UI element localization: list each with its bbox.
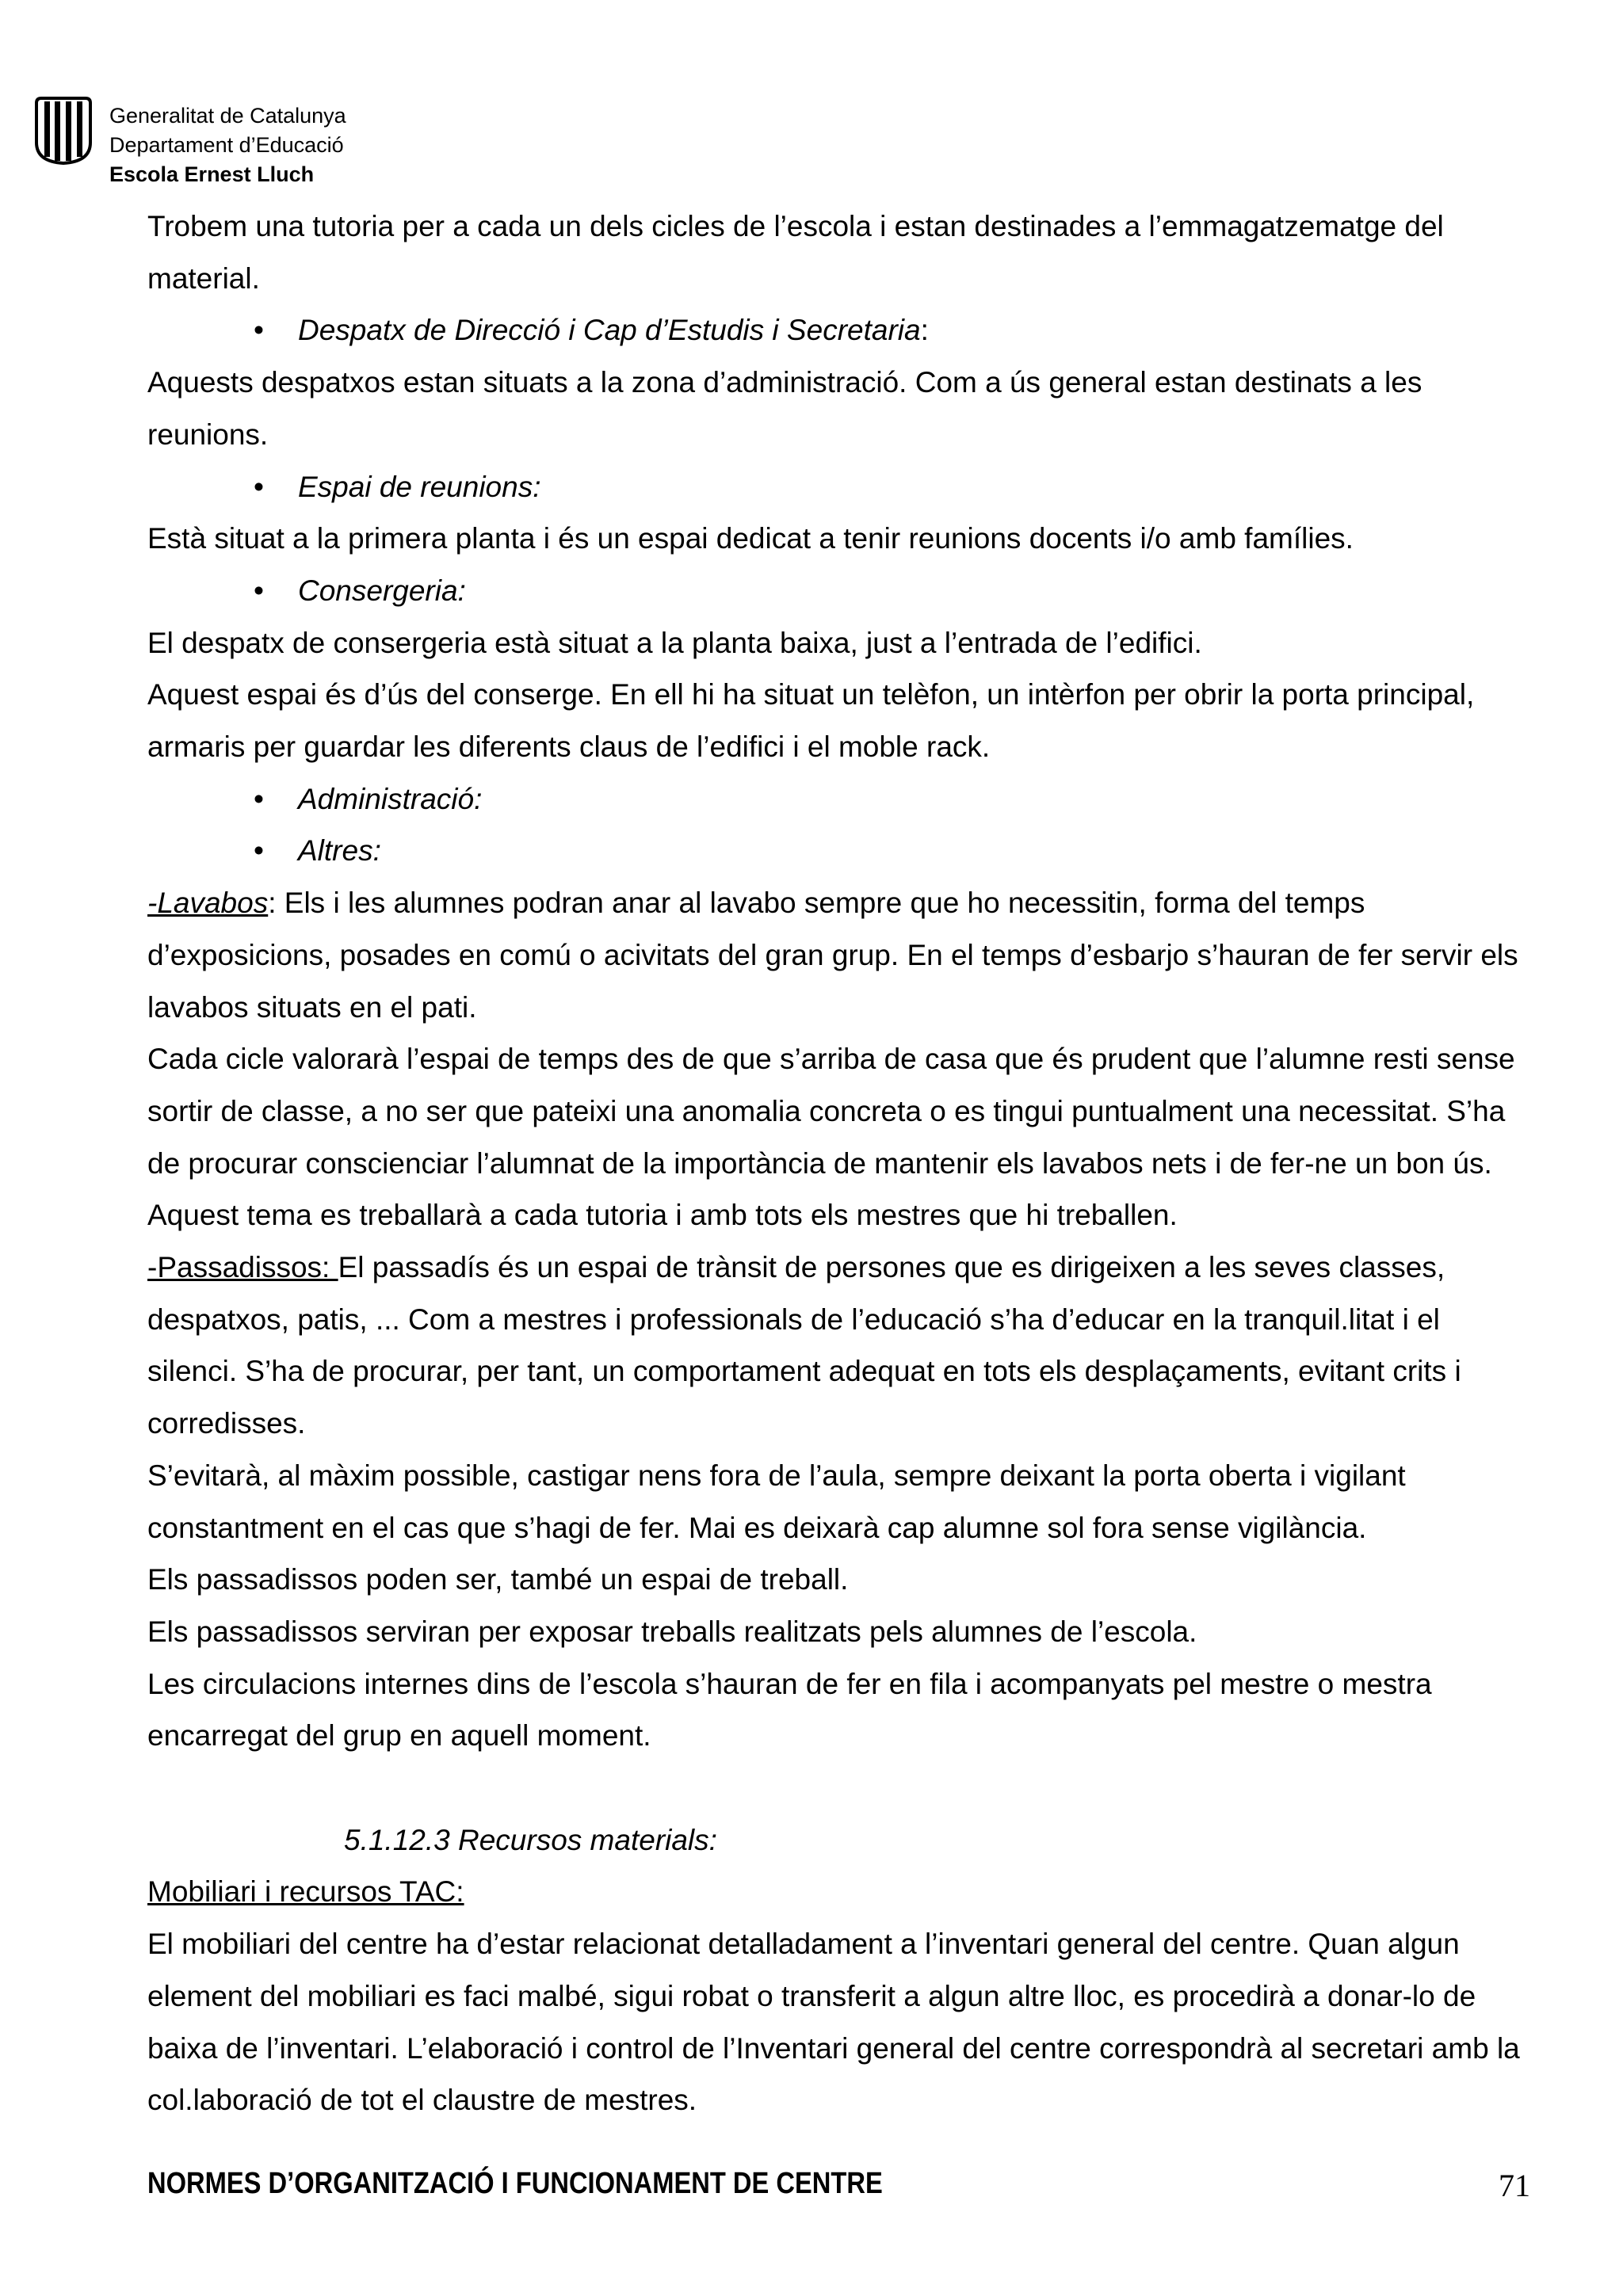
generalitat-senyera-logo-icon (33, 97, 94, 165)
passadissos-text: El passadís és un espai de trànsit de persones que es dirigeixen a les seves classes, despatxos, patis, ... Com a mestres i professionals de l’educació s’ha d’educar en la tranquil.litat i el silenci. S’ha de procurar, per tant, un comportament adequat en tots els desplaçaments, evitant crits i corredisses. (147, 1251, 1461, 1440)
bullet-administracio-label: Administració: (298, 782, 483, 815)
bullet-dot: • (254, 782, 264, 815)
paragraph-cicle-lavabos: Cada cicle valorarà l’espai de temps des de que s’arriba de casa que és prudent que l’alumne resti sense sortir de classe, a no ser que pateixi una anomalia concreta o es tingui puntualment una necessitat. S’ha de procurar conscienciar l’alumnat de la importància de mantenir els lavabos nets i de fer-ne un bon ús. Aquest tema es treballarà a cada tutoria i amb tots els mestres que hi treballen. (147, 1043, 1515, 1232)
bullet-reunions-label: Espai de reunions: (298, 470, 541, 503)
document-body (147, 200, 1530, 2126)
bullet-direccio-label: Despatx de Direcció i Cap d’Estudis i Secretaria (298, 314, 921, 347)
paragraph-tutories: Trobem una tutoria per a cada un dels cicles de l’escola i estan destinades a l’emmagatzematge del material. (147, 210, 1444, 295)
bullet-administracio (147, 773, 1530, 826)
paragraph-reunions: Està situat a la primera planta i és un espai dedicat a tenir reunions docents i/o amb famílies. (147, 522, 1354, 555)
bullet-altres (147, 825, 1530, 877)
header-generalitat: Generalitat de Catalunya (109, 104, 346, 128)
paragraph-lavabos (147, 877, 1530, 1033)
paragraph-passadissos (147, 1241, 1530, 1450)
bullet-dot: • (254, 314, 264, 347)
bullet-reunions (147, 461, 1530, 513)
paragraph-consergeria-location: El despatx de consergeria està situat a la planta baixa, just a l’entrada de l’edifici. (147, 626, 1202, 659)
bullet-consergeria (147, 565, 1530, 617)
header-school-name: Escola Ernest Lluch (109, 162, 315, 186)
footer-title: NORMES D’ORGANITZACIÓ I FUNCIONAMENT DE CENTRE (147, 2167, 883, 2200)
document-footer (147, 2167, 1530, 2214)
paragraph-exposar-treballs: Els passadissos serviran per exposar treballs realitzats pels alumnes de l’escola. (147, 1615, 1197, 1648)
blank-line (147, 1762, 1530, 1814)
bullet-consergeria-label: Consergeria: (298, 574, 466, 607)
bullet-direccio-colon: : (920, 314, 929, 347)
lavabos-text: : Els i les alumnes podran anar al lavabo sempre que ho necessitin, forma del temps d’exposicions, posades en comú o acivitats del gran grup. En el temps d’esbarjo s’hauran de fer servir els lavabos situats en el pati. (147, 887, 1518, 1024)
header-text (109, 101, 346, 189)
section-heading-recursos-materials: 5.1.12.3 Recursos materials: (344, 1823, 717, 1856)
header-departament: Departament d’Educació (109, 133, 344, 157)
bullet-altres-label: Altres: (298, 834, 381, 868)
bullet-dot: • (254, 574, 264, 607)
paragraph-circulacions: Les circulacions internes dins de l’escola s’hauran de fer en fila i acompanyats pel mestre o mestra encarregat del grup en aquell moment. (147, 1667, 1432, 1753)
paragraph-espai-treball: Els passadissos poden ser, també un espai de treball. (147, 1563, 849, 1596)
paragraph-mobiliari: El mobiliari del centre ha d’estar relacionat detalladament a l’inventari general del centre. Quan algun element del mobiliari es faci malbé, sigui robat o transferit a algun altre lloc, es procedirà a donar-lo de baixa de l’inventari. L’elaboració i control de l’Inventari general del centre correspondrà al secretari amb la col.laboració de tot el claustre de mestres. (147, 1928, 1520, 2117)
passadissos-label: -Passadissos: (147, 1251, 338, 1284)
bullet-dot: • (254, 834, 264, 868)
bullet-dot: • (254, 470, 264, 503)
lavabos-label: -Lavabos (147, 887, 269, 920)
paragraph-consergeria-use: Aquest espai és d’ús del conserge. En ell hi ha situat un telèfon, un intèrfon per obrir la porta principal, armaris per guardar les diferents claus de l’edifici i el moble rack. (147, 678, 1475, 764)
paragraph-despatxos: Aquests despatxos estan situats a la zona d’administració. Com a ús general estan destinats a les reunions. (147, 366, 1423, 451)
heading-mobiliari: Mobiliari i recursos TAC: (147, 1875, 464, 1909)
bullet-direccio (147, 304, 1530, 357)
document-header (33, 93, 509, 196)
page-number: 71 (1499, 2168, 1530, 2203)
paragraph-castigs: S’evitarà, al màxim possible, castigar nens fora de l’aula, sempre deixant la porta oberta i vigilant constantment en el cas que s’hagi de fer. Mai es deixarà cap alumne sol fora sense vigilància. (147, 1459, 1406, 1544)
